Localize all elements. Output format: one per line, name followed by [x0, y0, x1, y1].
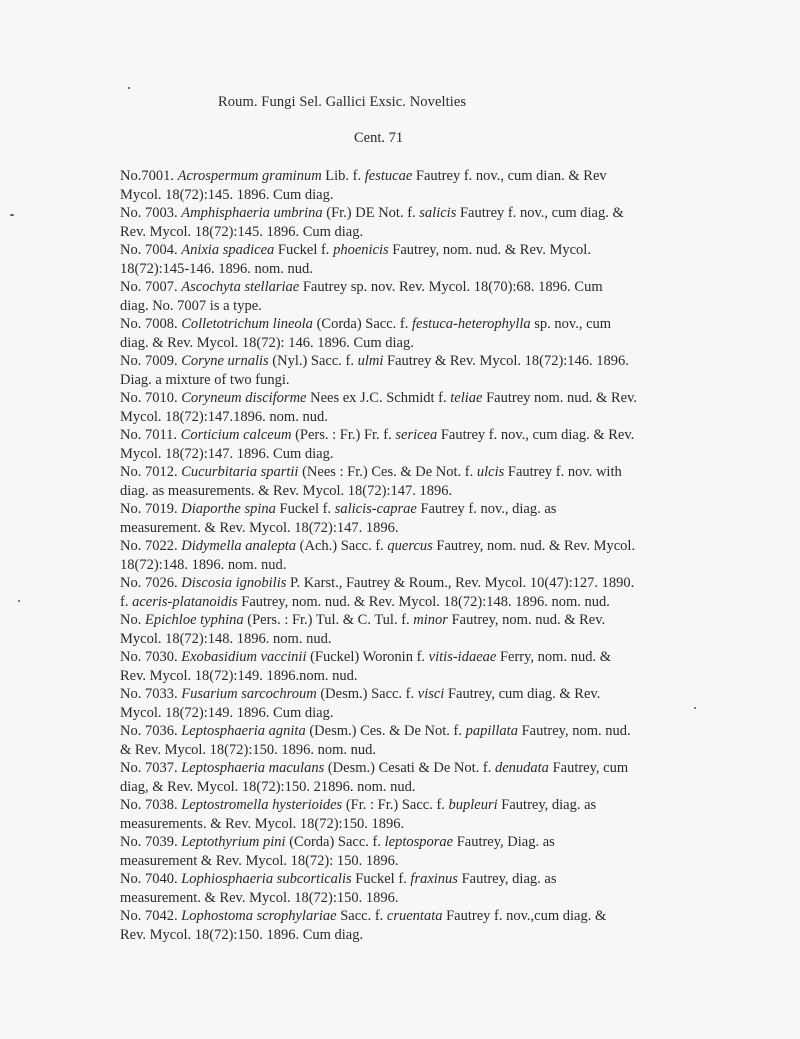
- taxon-name: Leptosphaeria maculans: [181, 760, 325, 776]
- taxon-name: Colletotrichum lineola: [181, 316, 313, 332]
- entry-text: (Ach.) Sacc. f.: [296, 538, 388, 554]
- entry-text: Fautrey, cum: [548, 760, 629, 776]
- entry-text: Fuckel f.: [274, 242, 334, 258]
- entry-text: Fautrey, diag. as: [497, 797, 597, 813]
- entry-text: No.7001.: [120, 168, 178, 184]
- entry-line: [120, 870, 690, 889]
- entry-line: [120, 519, 690, 538]
- entry-text: No. 7022.: [120, 538, 182, 554]
- taxon-name: Coryne urnalis: [181, 353, 269, 369]
- entry-text: Mycol. 18(72):148. 1896. nom. nud.: [120, 630, 332, 647]
- entry-text: Rev. Mycol. 18(72):149. 1896.nom. nud.: [120, 667, 358, 684]
- entry-line: [120, 167, 690, 186]
- entry-text: sp. nov., cum: [530, 316, 612, 332]
- entry-text: Fautrey f. nov. with: [504, 464, 622, 480]
- entry-text: Mycol. 18(72):149. 1896. Cum diag.: [120, 704, 334, 721]
- entry-line: [120, 630, 690, 649]
- taxon-name: Didymella analepta: [181, 538, 297, 554]
- entry-text: Fautrey f. nov., cum diag. & Rev.: [437, 427, 635, 443]
- entry-text: Fautrey & Rev. Mycol. 18(72):146. 1896.: [383, 353, 629, 369]
- entry-line: [120, 278, 690, 297]
- entry-text: No. 7004.: [120, 242, 182, 258]
- entry-line: [120, 778, 690, 797]
- entry-text: No. 7026.: [120, 575, 182, 591]
- taxon-name: salicis: [419, 205, 457, 221]
- entry-line: [120, 593, 690, 612]
- entry-line: [120, 926, 690, 945]
- entry-text: diag. as measurements. & Rev. Mycol. 18(72):147. 1896.: [120, 482, 453, 499]
- entry-text: diag. & Rev. Mycol. 18(72): 146. 1896. Cum diag.: [120, 334, 414, 351]
- entry-line: [120, 685, 690, 704]
- taxon-name: Lophiosphaeria subcorticalis: [181, 871, 352, 887]
- entry-text: No. 7042.: [120, 908, 182, 924]
- page-subtitle: Cent. 71: [354, 130, 404, 146]
- taxon-name: Exobasidium vaccinii: [181, 649, 307, 665]
- taxon-name: Discosia ignobilis: [181, 575, 287, 591]
- entry-text: Fautrey, nom. nud. & Rev.: [447, 612, 606, 628]
- entry-text: No. 7007.: [120, 279, 182, 295]
- taxon-name: minor: [413, 612, 448, 628]
- entry-line: [120, 426, 690, 445]
- taxon-name: denudata: [494, 760, 549, 776]
- taxon-name: Coryneum disciforme: [181, 390, 307, 406]
- entry-text: (Pers. : Fr.) Tul. & C. Tul. f.: [243, 612, 414, 628]
- taxon-name: phoenicis: [333, 242, 389, 258]
- scan-speck: [694, 707, 696, 709]
- entry-text: Fautrey, nom. nud. & Rev. Mycol.: [388, 242, 591, 258]
- taxon-name: Corticium calceum: [180, 427, 292, 443]
- entry-text: No.: [120, 612, 145, 628]
- entry-text: No. 7033.: [120, 686, 182, 702]
- entry-text: Fautrey f. nov., cum dian. & Rev: [412, 168, 607, 184]
- entry-text: No. 7009.: [120, 353, 182, 369]
- entry-text: (Fr.) DE Not. f.: [322, 205, 420, 221]
- entry-line: [120, 815, 690, 834]
- entry-line: [120, 500, 690, 519]
- entry-text: 18(72):148. 1896. nom. nud.: [120, 556, 287, 573]
- entry-text: diag, & Rev. Mycol. 18(72):150. 21896. nom. nud.: [120, 778, 416, 795]
- entry-text: Fuckel f.: [275, 501, 335, 517]
- entry-text: No. 7010.: [120, 390, 182, 406]
- entry-text: 18(72):145-146. 1896. nom. nud.: [120, 260, 313, 277]
- entry-text: Mycol. 18(72):147.1896. nom. nud.: [120, 408, 328, 425]
- entry-text: Mycol. 18(72):147. 1896. Cum diag.: [120, 445, 334, 462]
- taxon-name: fraxinus: [410, 871, 458, 887]
- entry-text: (Nyl.) Sacc. f.: [268, 353, 358, 369]
- entry-line: [120, 796, 690, 815]
- entry-text: Fautrey f. nov.,cum diag. &: [442, 908, 607, 924]
- entry-text: Rev. Mycol. 18(72):150. 1896. Cum diag.: [120, 926, 364, 943]
- taxon-name: Fusarium sarcochroum: [181, 686, 317, 702]
- entry-line: [120, 445, 690, 464]
- entry-text: Diag. a mixture of two fungi.: [120, 371, 290, 388]
- taxon-name: papillata: [465, 723, 518, 739]
- taxon-name: Ascochyta stellariae: [181, 279, 300, 295]
- entry-text: (Fr. : Fr.) Sacc. f.: [342, 797, 449, 813]
- entry-line: [120, 352, 690, 371]
- taxon-name: quercus: [387, 538, 433, 554]
- entry-line: [120, 759, 690, 778]
- entry-text: f.: [120, 593, 133, 610]
- entry-line: [120, 315, 690, 334]
- entry-text: (Desm.) Cesati & De Not. f.: [324, 760, 495, 776]
- taxon-name: aceris-platanoidis: [132, 593, 238, 610]
- taxon-name: visci: [417, 686, 445, 702]
- entry-text: (Corda) Sacc. f.: [285, 834, 385, 850]
- entry-line: [120, 223, 690, 242]
- entry-text: Nees ex J.C. Schmidt f.: [306, 390, 451, 406]
- entry-line: [120, 667, 690, 686]
- taxon-name: Leptothyrium pini: [181, 834, 286, 850]
- entry-text: (Pers. : Fr.) Fr. f.: [291, 427, 396, 443]
- entry-text: (Corda) Sacc. f.: [312, 316, 412, 332]
- entry-line: [120, 907, 690, 926]
- entry-text: No. 7003.: [120, 205, 182, 221]
- entry-text: P. Karst., Fautrey & Roum., Rev. Mycol. 10(47):127. 1890.: [286, 575, 635, 591]
- entry-text: Fautrey, Diag. as: [453, 834, 555, 850]
- taxon-name: ulcis: [476, 464, 505, 480]
- entry-line: [120, 704, 690, 723]
- taxon-name: Diaporthe spina: [181, 501, 276, 517]
- entry-text: Fautrey, diag. as: [457, 871, 557, 887]
- taxon-name: Epichloe typhina: [144, 612, 244, 628]
- entry-text: No. 7012.: [120, 464, 182, 480]
- entry-text: Sacc. f.: [336, 908, 387, 924]
- entry-list: [120, 167, 690, 944]
- scan-speck: [18, 600, 20, 602]
- entry-text: Fautrey, cum diag. & Rev.: [444, 686, 601, 702]
- entry-text: Mycol. 18(72):145. 1896. Cum diag.: [120, 186, 334, 203]
- entry-text: Fautrey nom. nud. & Rev.: [482, 390, 637, 406]
- taxon-name: cruentata: [386, 908, 443, 924]
- scan-speck: [10, 214, 14, 216]
- taxon-name: festucae: [364, 168, 413, 184]
- taxon-name: teliae: [450, 390, 483, 406]
- entry-text: No. 7008.: [120, 316, 182, 332]
- entry-text: (Desm.) Ces. & De Not. f.: [305, 723, 466, 739]
- taxon-name: Anixia spadicea: [181, 242, 275, 258]
- taxon-name: Leptostromella hysterioides: [181, 797, 343, 813]
- taxon-name: Acrospermum graminum: [177, 168, 322, 184]
- entry-text: & Rev. Mycol. 18(72):150. 1896. nom. nud.: [120, 741, 377, 758]
- entry-text: measurement. & Rev. Mycol. 18(72):147. 1896.: [120, 519, 399, 536]
- entry-text: (Nees : Fr.) Ces. & De Not. f.: [298, 464, 477, 480]
- entry-line: [120, 389, 690, 408]
- entry-line: [120, 722, 690, 741]
- entry-line: [120, 852, 690, 871]
- taxon-name: Lophostoma scrophylariae: [181, 908, 337, 924]
- entry-text: No. 7019.: [120, 501, 182, 517]
- entry-text: Ferry, nom. nud. &: [496, 649, 611, 665]
- scan-speck: [128, 87, 130, 89]
- entry-text: diag. No. 7007 is a type.: [120, 297, 262, 314]
- entry-text: Lib. f.: [321, 168, 365, 184]
- entry-text: Fautrey, nom. nud. & Rev. Mycol.: [432, 538, 636, 554]
- taxon-name: Cucurbitaria spartii: [181, 464, 299, 480]
- entry-text: Fautrey f. nov., diag. as: [416, 501, 557, 517]
- taxon-name: bupleuri: [448, 797, 498, 813]
- taxon-name: vitis-idaeae: [428, 649, 497, 665]
- entry-text: Rev. Mycol. 18(72):145. 1896. Cum diag.: [120, 223, 364, 240]
- entry-line: [120, 648, 690, 667]
- taxon-name: Leptosphaeria agnita: [181, 723, 306, 739]
- entry-line: [120, 889, 690, 908]
- taxon-name: salicis-caprae: [334, 501, 417, 517]
- entry-line: [120, 611, 690, 630]
- entry-text: (Desm.) Sacc. f.: [316, 686, 418, 702]
- entry-line: [120, 408, 690, 427]
- entry-text: (Fuckel) Woronin f.: [306, 649, 429, 665]
- entry-line: [120, 241, 690, 260]
- entry-line: [120, 371, 690, 390]
- entry-line: [120, 334, 690, 353]
- entry-text: Fautrey, nom. nud.: [517, 723, 631, 739]
- taxon-name: sericea: [395, 427, 438, 443]
- entry-text: measurement. & Rev. Mycol. 18(72):150. 1896.: [120, 889, 399, 906]
- entry-line: [120, 537, 690, 556]
- entry-line: [120, 556, 690, 575]
- entry-text: measurements. & Rev. Mycol. 18(72):150. 1896.: [120, 815, 405, 832]
- entry-text: Fuckel f.: [351, 871, 411, 887]
- entry-line: [120, 260, 690, 279]
- entry-text: No. 7030.: [120, 649, 182, 665]
- entry-line: [120, 741, 690, 760]
- taxon-name: festuca-heterophylla: [411, 316, 531, 332]
- entry-text: Fautrey sp. nov. Rev. Mycol. 18(70):68. 1896. Cum: [299, 279, 603, 295]
- taxon-name: Amphisphaeria umbrina: [181, 205, 323, 221]
- taxon-name: ulmi: [357, 353, 384, 369]
- entry-line: [120, 482, 690, 501]
- entry-line: [120, 574, 690, 593]
- entry-line: [120, 463, 690, 482]
- entry-line: [120, 186, 690, 205]
- entry-text: No. 7039.: [120, 834, 182, 850]
- entry-text: No. 7036.: [120, 723, 182, 739]
- entry-text: Fautrey, nom. nud. & Rev. Mycol. 18(72):148. 1896. nom. nud.: [237, 593, 610, 610]
- entry-text: measurement & Rev. Mycol. 18(72): 150. 1896.: [120, 852, 399, 869]
- taxon-name: leptosporae: [384, 834, 454, 850]
- entry-line: [120, 297, 690, 316]
- entry-line: [120, 833, 690, 852]
- page-title: Roum. Fungi Sel. Gallici Exsic. Novelties: [218, 94, 467, 110]
- entry-text: Fautrey f. nov., cum diag. &: [456, 205, 624, 221]
- entry-text: No. 7037.: [120, 760, 182, 776]
- entry-text: No. 7011.: [120, 427, 181, 443]
- entry-line: [120, 204, 690, 223]
- entry-text: No. 7040.: [120, 871, 182, 887]
- entry-text: No. 7038.: [120, 797, 182, 813]
